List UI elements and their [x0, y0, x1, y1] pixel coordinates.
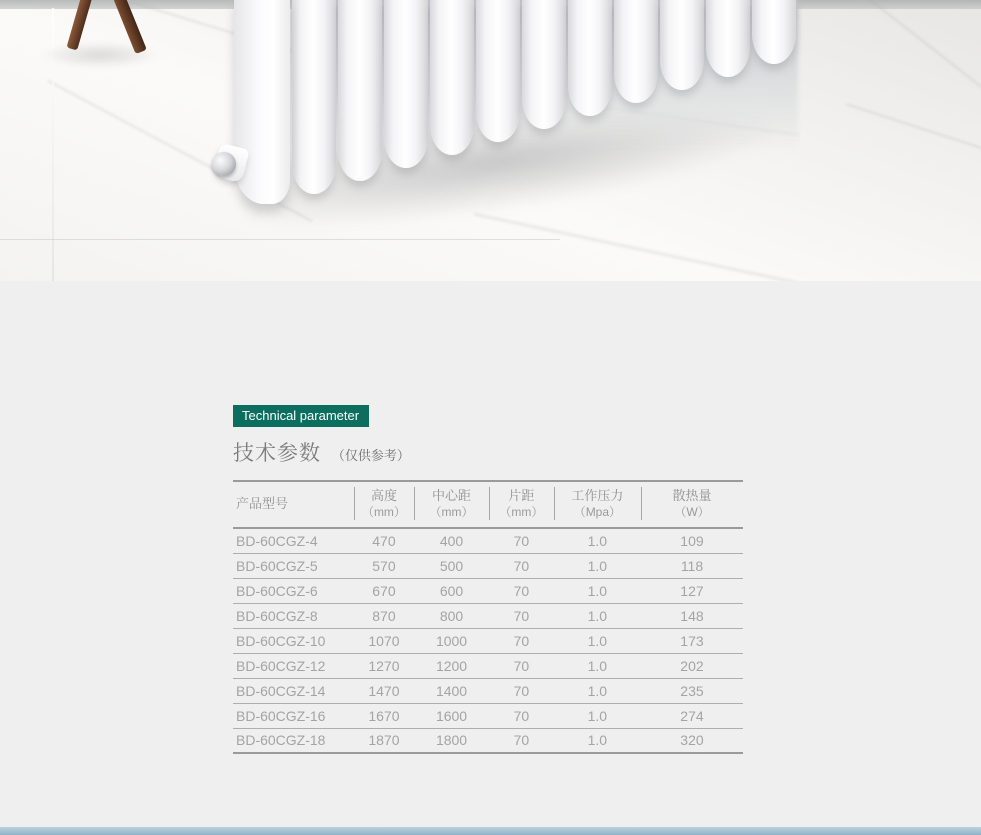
- value-cell: 400: [414, 528, 489, 553]
- value-cell: 202: [641, 653, 743, 678]
- table-row: [233, 728, 743, 753]
- radiator-tube: [568, 0, 612, 116]
- technical-parameter-section: [0, 281, 981, 827]
- value-cell: 70: [489, 628, 554, 653]
- model-cell: BD-60CGZ-12: [233, 653, 354, 678]
- value-cell: 1.0: [554, 703, 641, 728]
- marble-vein: [807, 0, 981, 112]
- value-cell: 274: [641, 703, 743, 728]
- value-cell: 1.0: [554, 553, 641, 578]
- value-cell: 1.0: [554, 728, 641, 753]
- value-cell: 1.0: [554, 603, 641, 628]
- radiator-image: [228, 0, 828, 281]
- value-cell: 320: [641, 728, 743, 753]
- value-cell: 235: [641, 678, 743, 703]
- value-cell: 70: [489, 528, 554, 553]
- value-cell: 470: [354, 528, 414, 553]
- column-header: 工作压力 （Mpa）: [554, 481, 641, 528]
- value-cell: 70: [489, 728, 554, 753]
- value-cell: 1470: [354, 678, 414, 703]
- value-cell: 1400: [414, 678, 489, 703]
- model-cell: BD-60CGZ-8: [233, 603, 354, 628]
- spec-panel: [233, 405, 743, 754]
- value-cell: 1200: [414, 653, 489, 678]
- value-cell: 173: [641, 628, 743, 653]
- column-header: 散热量 （W）: [641, 481, 743, 528]
- radiator-tube: [384, 0, 428, 168]
- value-cell: 1070: [354, 628, 414, 653]
- radiator-tube: [430, 0, 474, 155]
- value-cell: 1.0: [554, 528, 641, 553]
- column-header: 片距 （mm）: [489, 481, 554, 528]
- column-header: 产品型号: [233, 481, 354, 528]
- value-cell: 1670: [354, 703, 414, 728]
- value-cell: 500: [414, 553, 489, 578]
- hero-photo: [0, 0, 981, 281]
- section-title-text: 技术参数: [233, 442, 321, 465]
- table-row: [233, 578, 743, 603]
- value-cell: 600: [414, 578, 489, 603]
- column-header: 高度 （mm）: [354, 481, 414, 528]
- value-cell: 148: [641, 603, 743, 628]
- value-cell: 1.0: [554, 578, 641, 603]
- value-cell: 1800: [414, 728, 489, 753]
- value-cell: 570: [354, 553, 414, 578]
- column-header: 中心距 （mm）: [414, 481, 489, 528]
- marble-vein: [846, 103, 981, 179]
- value-cell: 109: [641, 528, 743, 553]
- value-cell: 118: [641, 553, 743, 578]
- value-cell: 70: [489, 603, 554, 628]
- model-cell: BD-60CGZ-18: [233, 728, 354, 753]
- model-cell: BD-60CGZ-4: [233, 528, 354, 553]
- value-cell: 1000: [414, 628, 489, 653]
- value-cell: 670: [354, 578, 414, 603]
- table-row: [233, 653, 743, 678]
- table-row: [233, 528, 743, 553]
- value-cell: 70: [489, 678, 554, 703]
- technical-parameter-badge: Technical parameter: [233, 405, 369, 427]
- model-cell: BD-60CGZ-6: [233, 578, 354, 603]
- radiator-tube: [752, 0, 796, 64]
- section-title-note: （仅供参考）: [331, 448, 410, 463]
- radiator-tube: [338, 0, 382, 181]
- model-cell: BD-60CGZ-14: [233, 678, 354, 703]
- value-cell: 800: [414, 603, 489, 628]
- value-cell: 1600: [414, 703, 489, 728]
- table-body: [233, 528, 743, 753]
- footer-accent-bar: [0, 827, 981, 835]
- value-cell: 70: [489, 553, 554, 578]
- radiator-tube: [522, 0, 566, 129]
- value-cell: 1870: [354, 728, 414, 753]
- value-cell: 70: [489, 578, 554, 603]
- section-title: [233, 437, 743, 467]
- table-row: [233, 553, 743, 578]
- model-cell: BD-60CGZ-16: [233, 703, 354, 728]
- radiator-tube: [706, 0, 750, 77]
- table-head-row: [233, 481, 743, 528]
- value-cell: 70: [489, 703, 554, 728]
- radiator-tube: [476, 0, 520, 142]
- radiator-tube: [660, 0, 704, 90]
- radiator-valve-cap-icon: [212, 152, 236, 176]
- table-row: [233, 628, 743, 653]
- value-cell: 1270: [354, 653, 414, 678]
- model-cell: BD-60CGZ-5: [233, 553, 354, 578]
- model-cell: BD-60CGZ-10: [233, 628, 354, 653]
- value-cell: 1.0: [554, 678, 641, 703]
- value-cell: 70: [489, 653, 554, 678]
- value-cell: 127: [641, 578, 743, 603]
- table-row: [233, 703, 743, 728]
- value-cell: 1.0: [554, 653, 641, 678]
- radiator-tube: [292, 0, 336, 194]
- table-row: [233, 678, 743, 703]
- radiator-tube: [614, 0, 658, 103]
- table-row: [233, 603, 743, 628]
- spec-table: [233, 480, 743, 754]
- value-cell: 870: [354, 603, 414, 628]
- value-cell: 1.0: [554, 628, 641, 653]
